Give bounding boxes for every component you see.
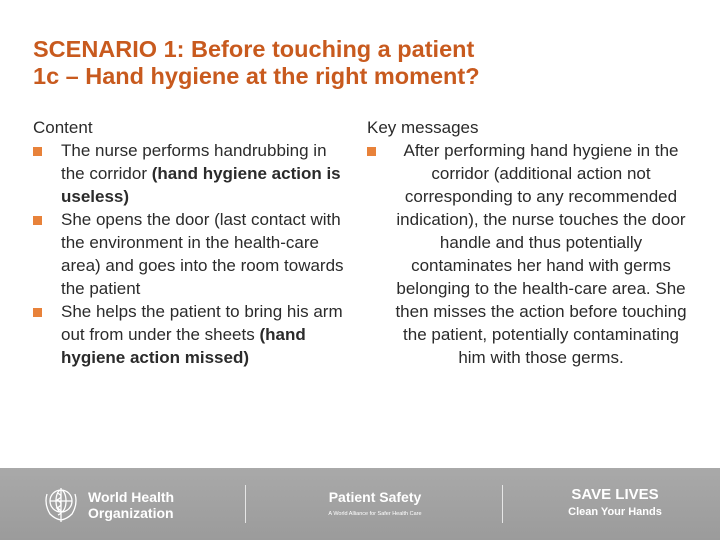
list-item — [33, 208, 353, 300]
content-column — [33, 116, 353, 369]
list-item — [367, 139, 687, 369]
who-line-1: World Health — [88, 489, 175, 505]
title-line-1: SCENARIO 1: Before touching a patient — [33, 36, 475, 62]
bullet-text: After performing hand hygiene in the corridor (additional action not corresponding to any recommended indication), the nurse touches the door handle and thus potentially contaminates her hand with germs belonging to the health-care area. She then misses the action before touching the patient, potentially contaminating him with those germs. — [395, 141, 687, 367]
square-bullet-icon — [33, 147, 42, 156]
footer-divider — [502, 485, 503, 523]
footer-bar — [0, 468, 720, 540]
patient-safety-title: Patient Safety — [328, 489, 422, 505]
who-logo-text — [88, 489, 174, 521]
slide-title — [33, 36, 693, 90]
footer-divider — [245, 485, 246, 523]
save-lives-title: SAVE LIVES — [571, 486, 659, 503]
key-messages-heading: Key messages — [367, 118, 479, 137]
who-emblem-icon — [41, 482, 81, 526]
bullet-text: The nurse performs handrubbing in the corridor — [61, 141, 327, 183]
content-heading: Content — [33, 118, 93, 137]
content-bullet-list — [33, 139, 353, 369]
clean-hands-subtitle: Clean Your Hands — [568, 506, 662, 518]
list-item — [33, 300, 353, 369]
title-line-2: 1c – Hand hygiene at the right moment? — [33, 63, 480, 89]
who-line-2: Organization — [88, 505, 174, 521]
key-messages-column — [367, 116, 687, 369]
key-messages-bullet-list — [367, 139, 687, 369]
patient-safety-subtitle: A World Alliance for Safer Health Care — [328, 511, 422, 517]
bullet-bold-text: (hand hygiene action missed) — [61, 325, 306, 367]
list-item — [33, 139, 353, 208]
square-bullet-icon — [367, 147, 376, 156]
square-bullet-icon — [33, 216, 42, 225]
bullet-text: She helps the patient to bring his arm out from under the sheets — [61, 302, 343, 344]
square-bullet-icon — [33, 308, 42, 317]
bullet-text: She opens the door (last contact with the environment in the health-care area) and goes into the room towards the patient — [61, 210, 344, 298]
bullet-bold-text: (hand hygiene action is useless) — [61, 164, 341, 206]
